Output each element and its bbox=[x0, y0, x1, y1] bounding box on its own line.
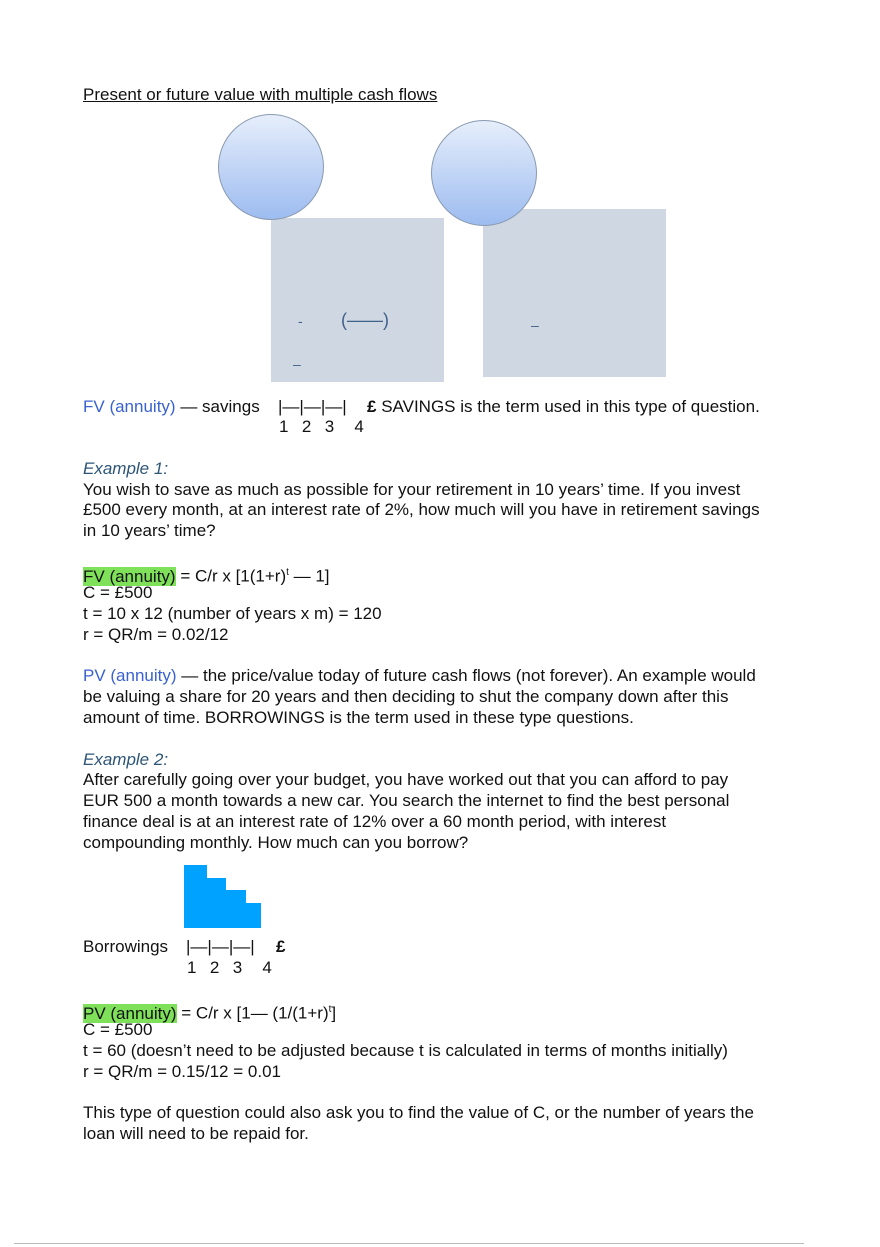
formula-part: — 1] bbox=[288, 566, 330, 586]
example1-text: in 10 years’ time? bbox=[83, 521, 216, 540]
example2-text: compounding monthly. How much can you borrow? bbox=[83, 833, 469, 852]
example2-c: C = £500 bbox=[83, 1020, 153, 1039]
borrowings-timeline: |—|—|—| bbox=[186, 937, 255, 956]
pound-sign: £ bbox=[276, 937, 286, 956]
diagram-mark: – bbox=[293, 356, 301, 372]
example2-text: EUR 500 a month towards a new car. You search the internet to find the best personal bbox=[83, 791, 730, 810]
page-title: Present or future value with multiple cash flows bbox=[83, 85, 438, 104]
footer-divider bbox=[14, 1243, 804, 1244]
example2-r: r = QR/m = 0.15/12 = 0.01 bbox=[83, 1062, 281, 1081]
pv-term: PV (annuity) bbox=[83, 666, 177, 685]
formula-part: = C/r x [1— (1/(1+r) bbox=[176, 1003, 329, 1023]
fv-definition bbox=[83, 397, 260, 417]
fv-savings: — savings bbox=[180, 397, 260, 416]
formula-sup: t bbox=[286, 567, 289, 578]
diagram-mark: - bbox=[298, 313, 303, 329]
example1-heading: Example 1: bbox=[83, 459, 169, 478]
fv-term: FV (annuity) bbox=[83, 397, 176, 416]
pv-text: amount of time. BORROWINGS is the term used in these type questions. bbox=[83, 708, 634, 727]
example2-t: t = 60 (doesn’t need to be adjusted because t is calculated in terms of months initially) bbox=[83, 1041, 728, 1060]
example2-text: After carefully going over your budget, you have worked out that you can afford to pay bbox=[83, 770, 729, 789]
example1-text: You wish to save as much as possible for your retirement in 10 years’ time. If you invest bbox=[83, 480, 741, 499]
diagram-box-right bbox=[483, 209, 666, 377]
pv-text: — the price/value today of future cash flows (not forever). An example would bbox=[176, 666, 756, 685]
formula-part: = C/r x [1(1+r) bbox=[175, 566, 287, 586]
diagram-box-left bbox=[271, 218, 444, 382]
pv-definition bbox=[83, 666, 756, 686]
formula-part: ] bbox=[331, 1003, 337, 1023]
example1-text: £500 every month, at an interest rate of 2%, how much will you have in retirement savings bbox=[83, 500, 760, 519]
borrowings-ticks: 1 2 3 4 bbox=[187, 958, 272, 977]
pv-formula-term: PV (annuity) bbox=[83, 1003, 177, 1023]
example2-heading: Example 2: bbox=[83, 750, 169, 769]
diagram-mark: (——) bbox=[341, 310, 389, 330]
example1-c: C = £500 bbox=[83, 583, 153, 602]
pound-sign: £ bbox=[367, 397, 377, 416]
fv-timeline: |—|—|—| bbox=[278, 397, 347, 416]
example1-t: t = 10 x 12 (number of years x m) = 120 bbox=[83, 604, 382, 623]
fv-savings-note bbox=[367, 397, 760, 417]
fv-timeline-ticks: 1 2 3 4 bbox=[279, 417, 364, 436]
formula-sup: t bbox=[328, 1004, 332, 1015]
fv-formula-term: FV (annuity) bbox=[83, 566, 176, 586]
closing-text: loan will need to be repaid for. bbox=[83, 1124, 309, 1143]
example1-r: r = QR/m = 0.02/12 bbox=[83, 625, 229, 644]
borrowings-label: Borrowings bbox=[83, 937, 169, 956]
example2-text: finance deal is at an interest rate of 12% over a 60 month period, with interest bbox=[83, 812, 667, 831]
pv-text: be valuing a share for 20 years and then deciding to shut the company down after this bbox=[83, 687, 729, 706]
fv-note-text: SAVINGS is the term used in this type of question. bbox=[381, 397, 760, 416]
diagram-circle-right bbox=[431, 120, 537, 226]
closing-text: This type of question could also ask you to find the value of C, or the number of years the bbox=[83, 1103, 754, 1122]
diagram-circle-left bbox=[218, 114, 324, 220]
diagram-mark: – bbox=[531, 317, 539, 333]
